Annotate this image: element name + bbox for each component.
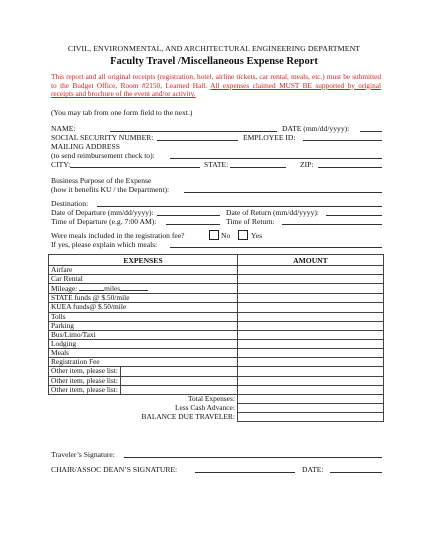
date-return-label: Date of Return (mm/dd/yyyy): bbox=[226, 208, 320, 217]
total-expenses-field[interactable] bbox=[237, 394, 383, 403]
amount-cell[interactable] bbox=[237, 376, 383, 385]
expense-table bbox=[48, 254, 384, 422]
meals-yes-checkbox[interactable] bbox=[238, 230, 248, 240]
traveler-signature-label: Traveler’s Signature: bbox=[51, 450, 115, 459]
expense-label: Tolls bbox=[49, 312, 238, 321]
expense-label: Meals bbox=[49, 349, 238, 358]
instructions-part2: All expenses claimed MUST BE supported by original receipts and brochure of the event and/or activity. bbox=[51, 80, 382, 99]
other-item-field[interactable] bbox=[120, 376, 237, 385]
amount-cell[interactable] bbox=[237, 358, 383, 367]
amount-cell[interactable] bbox=[237, 312, 383, 321]
tab-note: (You may tab from one form field to the next.) bbox=[51, 108, 193, 117]
destination-field[interactable] bbox=[97, 206, 382, 207]
amount-cell[interactable] bbox=[237, 294, 383, 303]
meals-no-label: No bbox=[221, 231, 231, 240]
amount-header: AMOUNT bbox=[237, 255, 383, 266]
expense-label: Lodging bbox=[49, 339, 238, 348]
date-field[interactable] bbox=[360, 131, 382, 132]
date-return-field[interactable] bbox=[326, 215, 382, 216]
amount-cell[interactable] bbox=[237, 303, 383, 312]
amount-cell[interactable] bbox=[237, 339, 383, 348]
other-item-field[interactable] bbox=[120, 385, 237, 394]
form-title: Faculty Travel /Miscellaneous Expense Report bbox=[110, 56, 318, 67]
name-label: NAME: bbox=[51, 124, 76, 133]
time-return-field[interactable] bbox=[282, 224, 382, 225]
meals-yes-label: Yes bbox=[251, 231, 263, 240]
expense-label: KUEA funds@ $.50/mile bbox=[49, 303, 238, 312]
table-row bbox=[49, 321, 384, 330]
expense-label: Other item, please list: bbox=[49, 385, 121, 394]
time-return-label: Time of Return: bbox=[226, 217, 275, 226]
miles-label: miles bbox=[104, 284, 121, 294]
chair-date-field[interactable] bbox=[330, 472, 382, 473]
meals-question: Were meals included in the registration fee? bbox=[51, 231, 185, 240]
time-departure-field[interactable] bbox=[166, 224, 220, 225]
business-purpose-label: Business Purpose of the Expense bbox=[51, 176, 152, 185]
date-label: DATE (mm/dd/yyyy): bbox=[282, 124, 350, 133]
city-field[interactable] bbox=[70, 167, 200, 168]
instructions-part1: This report and all original receipts (registration, hotel, airline tickets, car rental, meals, etc.) must be submitted to the Budget Office, Room #2150, Learned Hall. bbox=[51, 72, 381, 90]
expense-label: Mileage: bbox=[51, 284, 78, 294]
meals-explain-label: If yes, please explain which meals: bbox=[51, 240, 158, 249]
chair-date-label: DATE: bbox=[302, 465, 324, 474]
mileage-field[interactable] bbox=[79, 284, 104, 291]
mailing-note: (to send reimbursement check to): bbox=[51, 151, 155, 160]
amount-cell[interactable] bbox=[237, 349, 383, 358]
date-departure-label: Date of Departure (mm/dd/yyyy): bbox=[51, 208, 154, 217]
total-expenses-label: Total Expenses: bbox=[120, 394, 237, 403]
name-field[interactable] bbox=[110, 131, 277, 132]
expense-label: STATE funds @ $.50/mile bbox=[49, 294, 238, 303]
zip-field[interactable] bbox=[318, 167, 382, 168]
ssn-field[interactable] bbox=[157, 140, 238, 141]
chair-signature-label: CHAIR/ASSOC DEAN’S SIGNATURE: bbox=[51, 465, 178, 474]
table-row bbox=[49, 312, 384, 321]
amount-cell[interactable] bbox=[237, 284, 383, 294]
instructions-text bbox=[51, 73, 381, 99]
expense-header-row bbox=[49, 255, 384, 266]
expense-label: Registration Fee bbox=[49, 358, 238, 367]
amount-cell[interactable] bbox=[237, 330, 383, 339]
cash-advance-field[interactable] bbox=[237, 403, 383, 412]
less-cash-advance-label: Less Cash Advance: bbox=[120, 403, 237, 412]
table-row bbox=[49, 376, 384, 385]
expense-label: Other item, please list: bbox=[49, 367, 121, 376]
balance-row bbox=[49, 413, 384, 422]
table-row bbox=[49, 385, 384, 394]
chair-signature-field[interactable] bbox=[195, 472, 295, 473]
employee-id-label: EMPLOYEE ID: bbox=[243, 133, 296, 142]
expense-label: Other item, please list: bbox=[49, 376, 121, 385]
traveler-signature-field[interactable] bbox=[124, 457, 382, 458]
mileage-cell bbox=[49, 284, 238, 294]
time-departure-label: Time of Departure (e.g. 7:00 AM): bbox=[51, 217, 157, 226]
table-row bbox=[49, 284, 384, 294]
department-heading: CIVIL, ENVIRONMENTAL, AND ARCHITECTURAL ENGINEERING DEPARTMENT bbox=[67, 44, 361, 53]
expense-label: Car Rental bbox=[49, 275, 238, 284]
meals-no-checkbox[interactable] bbox=[209, 230, 219, 240]
business-purpose-note: (how it benefits KU / the Department): bbox=[51, 185, 170, 194]
expenses-header: EXPENSES bbox=[49, 255, 238, 266]
expense-label: Bus/Limo/Taxi bbox=[49, 330, 238, 339]
city-label: CITY: bbox=[51, 160, 71, 169]
other-item-field[interactable] bbox=[120, 367, 237, 376]
mailing-address-field[interactable] bbox=[170, 158, 382, 159]
expense-label: Parking bbox=[49, 321, 238, 330]
balance-due-label: BALANCE DUE TRAVELER: bbox=[120, 413, 237, 422]
expense-label: Airfare bbox=[49, 266, 238, 275]
miles-field[interactable] bbox=[120, 284, 148, 291]
balance-due-field[interactable] bbox=[237, 413, 383, 422]
employee-id-field[interactable] bbox=[303, 140, 382, 141]
mailing-address-label: MAILING ADDRESS bbox=[51, 142, 120, 151]
meals-explain-field[interactable] bbox=[170, 247, 382, 248]
ssn-label: SOCIAL SECURITY NUMBER: bbox=[51, 133, 154, 142]
destination-label: Destination: bbox=[51, 199, 89, 208]
zip-label: ZIP: bbox=[300, 160, 314, 169]
table-row bbox=[49, 339, 384, 348]
table-row bbox=[49, 266, 384, 275]
state-label: STATE: bbox=[204, 160, 229, 169]
amount-cell[interactable] bbox=[237, 266, 383, 275]
amount-cell[interactable] bbox=[237, 321, 383, 330]
amount-cell[interactable] bbox=[237, 367, 383, 376]
table-row bbox=[49, 275, 384, 284]
business-purpose-field[interactable] bbox=[184, 192, 382, 193]
state-field[interactable] bbox=[230, 167, 286, 168]
table-row bbox=[49, 367, 384, 376]
table-row bbox=[49, 303, 384, 312]
table-row bbox=[49, 330, 384, 339]
date-departure-field[interactable] bbox=[157, 215, 220, 216]
amount-cell[interactable] bbox=[237, 275, 383, 284]
amount-cell[interactable] bbox=[237, 385, 383, 394]
